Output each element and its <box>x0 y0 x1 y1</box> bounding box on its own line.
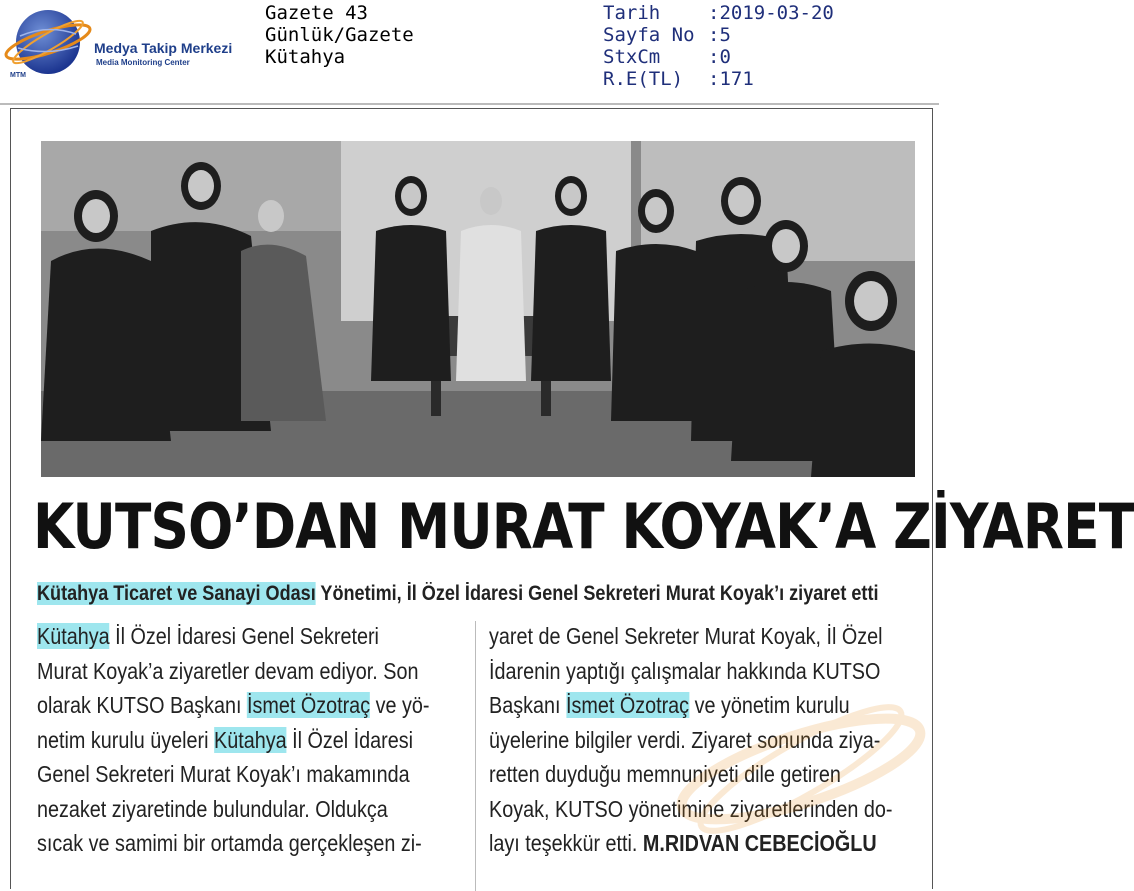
article-text: sıcak ve samimi bir ortamda gerçekleşen zi- <box>37 830 422 856</box>
article-subheadline <box>37 579 878 609</box>
article-text: retten duyduğu memnuniyeti dile getiren <box>489 761 841 787</box>
article-text: ve yönetim kurulu <box>689 692 850 718</box>
publication-name: Gazete 43 <box>265 2 368 24</box>
article-text: Genel Sekreteri Murat Koyak’ı makamında <box>37 761 410 787</box>
article-line <box>37 654 419 689</box>
meta-row-date: Tarih :2019-03-20 <box>603 2 834 24</box>
article-line <box>489 619 883 654</box>
article-text: ve yö- <box>370 692 430 718</box>
meeting-photo-illustration <box>41 141 915 477</box>
highlighted-term: Kütahya <box>213 726 287 753</box>
article-author: M.RIDVAN CEBECİOĞLU <box>642 830 877 856</box>
article-text: netim kurulu üyeleri <box>37 726 214 753</box>
publication-city: Kütahya <box>265 46 346 68</box>
article-text: İl Özel İdaresi <box>286 726 414 753</box>
clipping-meta <box>603 2 834 90</box>
subhead-rest: Yönetimi, İl Özel İdaresi Genel Sekreteri Murat Koyak’ı ziyaret etti <box>315 582 879 605</box>
publication-info <box>265 2 414 68</box>
article-column-1 <box>37 619 467 861</box>
clipping-header <box>0 0 939 104</box>
globe-logo-icon <box>4 6 94 82</box>
article-line <box>37 757 410 792</box>
article-text: İdarenin yaptığı çalışmalar hakkında KUTSO <box>489 657 881 684</box>
article-text: üyelerine bilgiler verdi. Ziyaret sonunda ziya- <box>489 726 881 753</box>
article-line <box>37 688 430 723</box>
publication-frequency: Günlük/Gazete <box>265 24 414 46</box>
logo-mark: MTM <box>10 72 26 79</box>
article-text: layı teşekkür etti. <box>489 830 643 856</box>
meta-row-stxcm: StxCm :0 <box>603 46 731 68</box>
highlighted-term: Kütahya <box>37 623 110 649</box>
mtm-logo <box>4 6 262 82</box>
article-line <box>37 826 422 861</box>
article-line <box>37 723 414 758</box>
highlighted-term: İsmet Özotraç <box>246 692 371 718</box>
newspaper-clipping <box>10 108 1134 889</box>
article-text: yaret de Genel Sekreter Murat Koyak, İl Özel <box>489 623 883 649</box>
meta-row-ad-value: R.E(TL) :171 <box>603 68 754 90</box>
article-line <box>37 619 407 654</box>
brand-subtitle: Media Monitoring Center <box>96 58 190 67</box>
column-divider <box>475 621 476 891</box>
header-divider <box>0 103 939 105</box>
article-text: olarak KUTSO Başkanı <box>37 692 247 718</box>
article-text: Başkanı <box>489 692 566 718</box>
news-photo <box>41 141 915 477</box>
article-text: İl Özel İdaresi Genel Sekreteri <box>109 623 379 649</box>
article-headline: KUTSO’DAN MURAT KOYAK’A ZİYARET <box>33 490 1134 563</box>
article-line <box>37 792 407 827</box>
watermark-logo-icon <box>671 669 931 869</box>
brand-name: Medya Takip Merkezi <box>94 40 233 56</box>
article-text: Koyak, KUTSO yönetimine ziyaretlerinden do- <box>489 795 893 822</box>
meta-row-page: Sayfa No :5 <box>603 24 731 46</box>
article-text: nezaket ziyaretinde bulundular. Oldukça <box>37 795 388 822</box>
subhead-highlight: Kütahya Ticaret ve Sanayi Odası <box>37 582 316 605</box>
highlighted-term: İsmet Özotraç <box>565 692 690 718</box>
article-text: Murat Koyak’a ziyaretler devam ediyor. Son <box>37 657 419 684</box>
